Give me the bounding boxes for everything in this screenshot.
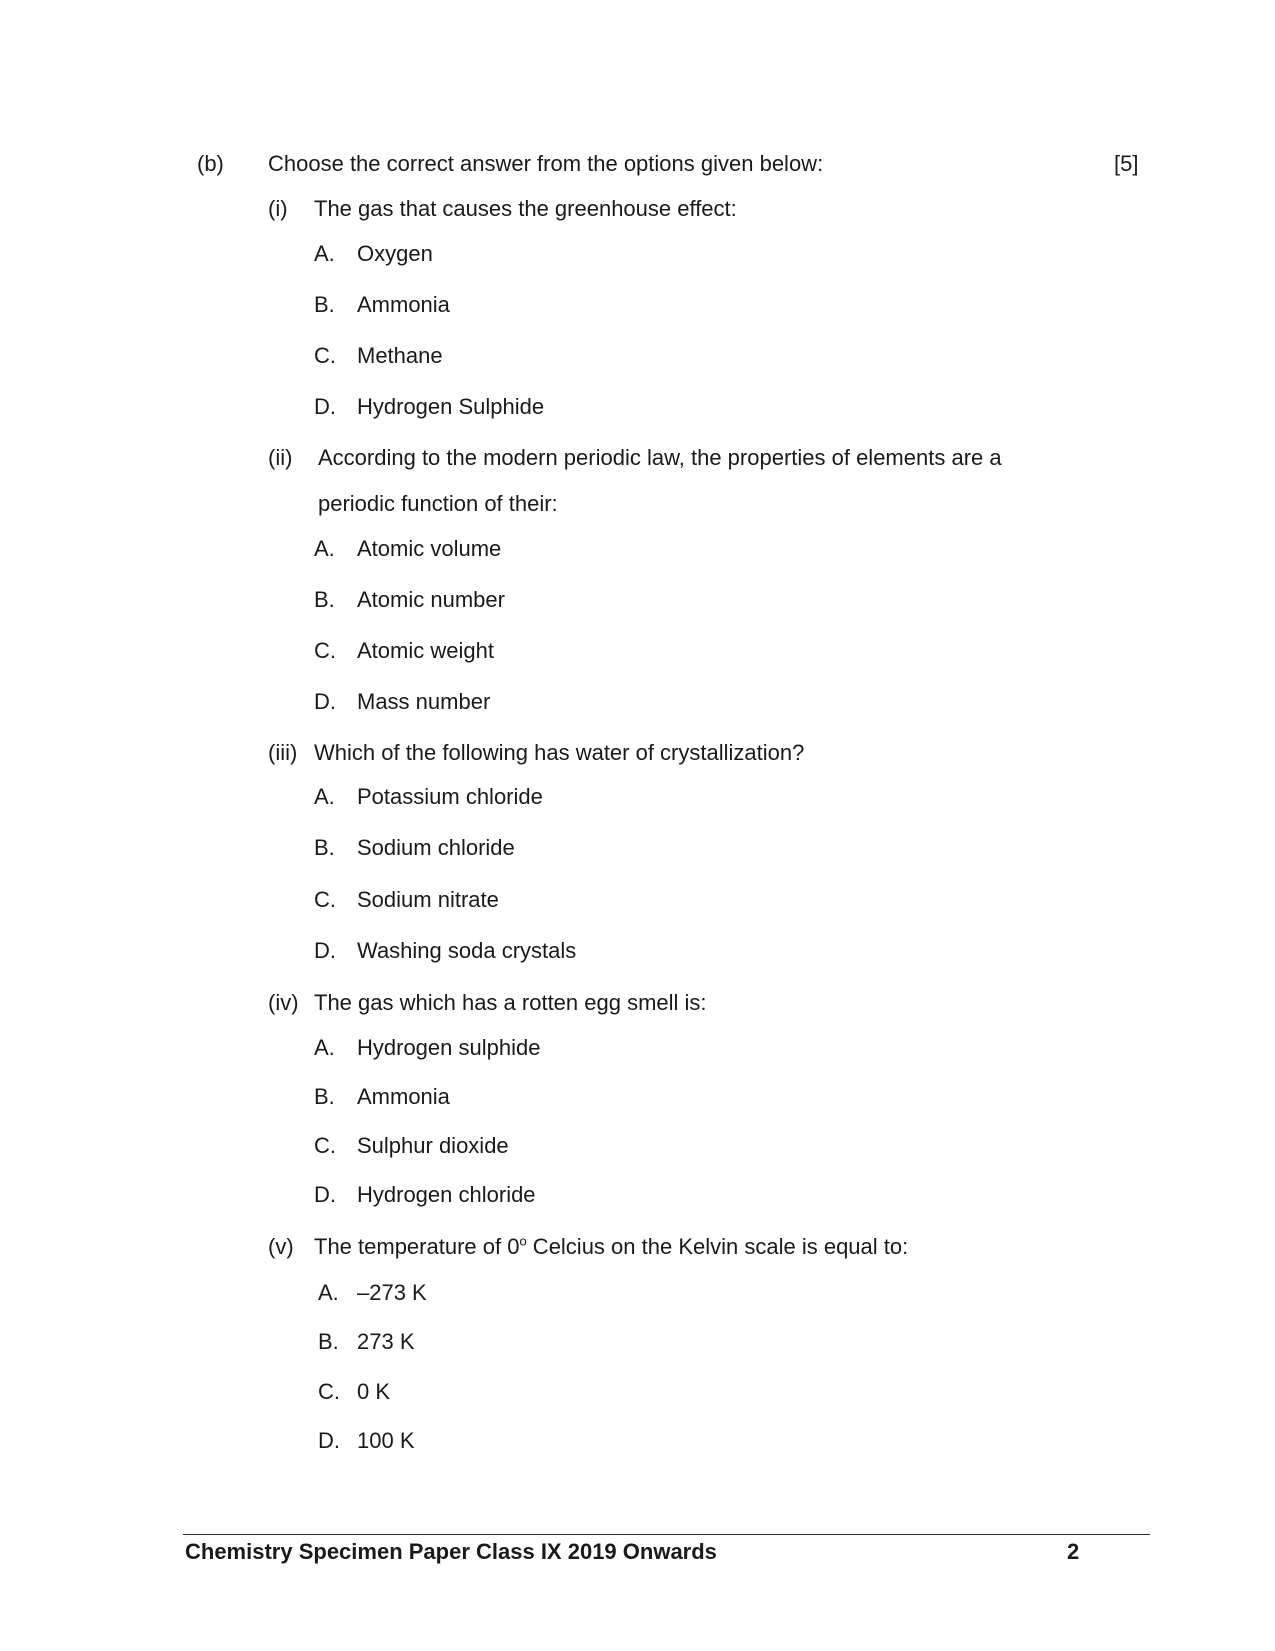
option-text: Hydrogen sulphide [357, 1035, 541, 1060]
question-text: Which of the following has water of crystallization? [314, 740, 805, 765]
option-letter: D. [314, 938, 336, 963]
option-letter: A. [314, 241, 335, 266]
page-number: 2 [1067, 1539, 1080, 1564]
option-text: –273 K [357, 1280, 427, 1305]
question-number: (v) [268, 1234, 294, 1259]
question-text [314, 1233, 908, 1261]
option-letter: A. [314, 1035, 335, 1060]
question-text: The gas that causes the greenhouse effect: [314, 196, 737, 221]
option-letter: D. [314, 1182, 336, 1207]
option-text: Atomic weight [357, 638, 494, 663]
option-letter: B. [314, 587, 335, 612]
option-letter: C. [318, 1379, 340, 1404]
question-number: (ii) [268, 445, 293, 470]
option-letter: D. [314, 689, 336, 714]
question-text-part: Celcius on the Kelvin scale is equal to: [526, 1234, 909, 1259]
option-letter: C. [314, 887, 336, 912]
option-text: Atomic volume [357, 536, 502, 561]
question-text-continued: periodic function of their: [318, 491, 558, 516]
option-text: 0 K [357, 1379, 391, 1404]
option-text: Washing soda crystals [357, 938, 577, 963]
marks-label: [5] [1114, 151, 1139, 176]
option-text: Sulphur dioxide [357, 1133, 509, 1158]
question-text: According to the modern periodic law, the properties of elements are a [318, 445, 1002, 470]
option-text: 100 K [357, 1428, 415, 1453]
option-text: 273 K [357, 1329, 415, 1354]
option-text: Ammonia [357, 1084, 450, 1109]
question-number: (i) [268, 196, 288, 221]
option-text: Oxygen [357, 241, 433, 266]
degree-superscript: o [519, 1233, 527, 1249]
option-text: Sodium nitrate [357, 887, 499, 912]
question-number: (iv) [268, 990, 299, 1015]
option-letter: B. [314, 1084, 335, 1109]
question-text-part: The temperature of 0 [314, 1234, 520, 1259]
option-text: Ammonia [357, 292, 450, 317]
footer-title: Chemistry Specimen Paper Class IX 2019 Onwards [185, 1539, 717, 1564]
option-letter: C. [314, 343, 336, 368]
option-letter: A. [314, 784, 335, 809]
option-text: Hydrogen Sulphide [357, 394, 545, 419]
option-text: Hydrogen chloride [357, 1182, 536, 1207]
option-letter: C. [314, 1133, 336, 1158]
option-letter: A. [314, 536, 335, 561]
footer-divider [183, 1534, 1150, 1535]
section-label: (b) [197, 151, 224, 176]
option-text: Mass number [357, 689, 491, 714]
option-letter: D. [318, 1428, 340, 1453]
option-letter: A. [318, 1280, 339, 1305]
section-instruction: Choose the correct answer from the options given below: [268, 151, 824, 176]
option-letter: D. [314, 394, 336, 419]
question-number: (iii) [268, 740, 298, 765]
option-text: Atomic number [357, 587, 505, 612]
option-text: Sodium chloride [357, 835, 515, 860]
option-letter: C. [314, 638, 336, 663]
option-letter: B. [318, 1329, 339, 1354]
option-text: Potassium chloride [357, 784, 543, 809]
question-text: The gas which has a rotten egg smell is: [314, 990, 707, 1015]
option-letter: B. [314, 292, 335, 317]
option-letter: B. [314, 835, 335, 860]
option-text: Methane [357, 343, 443, 368]
